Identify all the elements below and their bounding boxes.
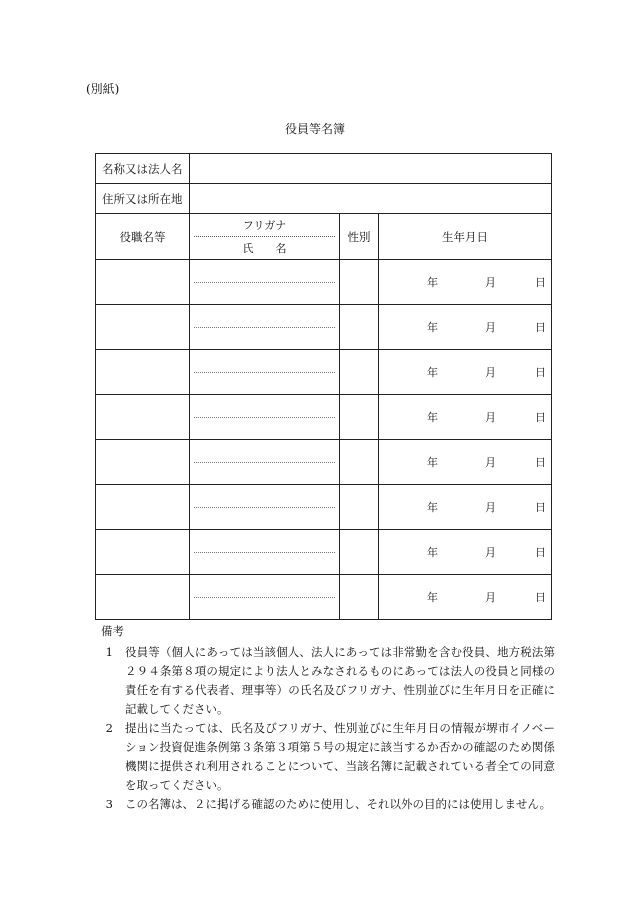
document-title: 役員等名簿	[284, 122, 345, 136]
note-number: 3	[105, 797, 113, 811]
birthdate-field[interactable]	[379, 395, 552, 440]
name-dotted-divider	[194, 327, 335, 328]
company-name-label: 名称又は法人名	[96, 154, 190, 184]
name-field[interactable]	[190, 305, 340, 350]
birthdate-field[interactable]	[379, 305, 552, 350]
gender-field[interactable]	[340, 485, 379, 530]
birthdate-field[interactable]	[379, 350, 552, 395]
position-field[interactable]	[96, 395, 190, 440]
day-mark: 日	[535, 591, 547, 604]
note-text: 役員等（個人にあっては当該個人、法人にあっては非常勤を含む役員、地方税法第２９４条第８項の規定により法人とみなされるものにあっては法人の役員と同様の責任を有する代表者、理事等）の氏名及びフリガナ、性別並びに生年月日を正確に記載してください。	[125, 645, 555, 716]
note-text: この名簿は、２に掲げる確認のために使用し、それ以外の目的には使用しません。	[125, 797, 552, 811]
day-mark: 日	[535, 321, 547, 334]
name-field[interactable]	[190, 440, 340, 485]
name-field[interactable]	[190, 485, 340, 530]
name-dotted-divider	[194, 552, 335, 553]
day-mark: 日	[535, 456, 547, 469]
note-item	[95, 795, 555, 814]
month-mark: 月	[485, 366, 497, 379]
year-mark: 年	[427, 411, 439, 424]
birthdate-field[interactable]	[379, 575, 552, 620]
gender-header: 性別	[340, 214, 379, 260]
name-field[interactable]	[190, 575, 340, 620]
company-name-row	[96, 154, 552, 184]
officer-row	[96, 350, 552, 395]
gender-field[interactable]	[340, 260, 379, 305]
position-field[interactable]	[96, 575, 190, 620]
month-mark: 月	[485, 411, 497, 424]
note-number: 1	[105, 645, 113, 659]
month-mark: 月	[485, 546, 497, 559]
name-dotted-divider	[194, 372, 335, 373]
year-mark: 年	[427, 501, 439, 514]
birthdate-field[interactable]	[379, 440, 552, 485]
name-field[interactable]	[190, 260, 340, 305]
birthdate-header: 生年月日	[379, 214, 552, 260]
year-mark: 年	[427, 456, 439, 469]
gender-field[interactable]	[340, 350, 379, 395]
gender-field[interactable]	[340, 305, 379, 350]
note-text: 提出に当たっては、氏名及びフリガナ、性別並びに生年月日の情報が堺市イノベーション投資促進条例第３条第３項第５号の規定に該当するか否かの確認のため関係機関に提供され利用されることについて、当該名簿に記載されている者全ての同意を取ってください。	[125, 721, 555, 792]
position-field[interactable]	[96, 440, 190, 485]
name-header	[190, 214, 340, 260]
position-field[interactable]	[96, 305, 190, 350]
year-mark: 年	[427, 366, 439, 379]
birthdate-field[interactable]	[379, 485, 552, 530]
name-dotted-divider	[194, 282, 335, 283]
month-mark: 月	[485, 456, 497, 469]
name-field[interactable]	[190, 530, 340, 575]
notes-title: 備考	[101, 624, 124, 638]
birthdate-field[interactable]	[379, 530, 552, 575]
month-mark: 月	[485, 321, 497, 334]
year-mark: 年	[427, 546, 439, 559]
gender-field[interactable]	[340, 575, 379, 620]
day-mark: 日	[535, 366, 547, 379]
year-mark: 年	[427, 321, 439, 334]
name-field[interactable]	[190, 350, 340, 395]
furigana-header: フリガナ	[242, 219, 287, 232]
month-mark: 月	[485, 276, 497, 289]
year-mark: 年	[427, 276, 439, 289]
officer-row	[96, 395, 552, 440]
month-mark: 月	[485, 591, 497, 604]
officer-row	[96, 485, 552, 530]
position-field[interactable]	[96, 485, 190, 530]
year-mark: 年	[427, 591, 439, 604]
company-name-field[interactable]	[190, 154, 552, 184]
officer-row	[96, 440, 552, 485]
position-field[interactable]	[96, 530, 190, 575]
gender-field[interactable]	[340, 440, 379, 485]
name-dotted-divider	[194, 462, 335, 463]
address-field[interactable]	[190, 184, 552, 214]
month-mark: 月	[485, 501, 497, 514]
day-mark: 日	[535, 276, 547, 289]
position-field[interactable]	[96, 350, 190, 395]
officer-row	[96, 305, 552, 350]
address-row	[96, 184, 552, 214]
officer-row	[96, 530, 552, 575]
name-field[interactable]	[190, 395, 340, 440]
note-item	[95, 719, 555, 795]
gender-field[interactable]	[340, 530, 379, 575]
gender-field[interactable]	[340, 395, 379, 440]
fullname-header: 氏 名	[242, 242, 287, 255]
birthdate-field[interactable]	[379, 260, 552, 305]
day-mark: 日	[535, 546, 547, 559]
name-dotted-divider	[194, 507, 335, 508]
note-number: 2	[105, 721, 113, 735]
officer-row	[96, 575, 552, 620]
officer-roster-table	[95, 153, 552, 620]
name-dotted-divider	[194, 597, 335, 598]
note-item	[95, 643, 555, 719]
column-header-row	[96, 214, 552, 260]
name-dotted-divider	[194, 417, 335, 418]
position-field[interactable]	[96, 260, 190, 305]
address-label: 住所又は所在地	[96, 184, 190, 214]
day-mark: 日	[535, 501, 547, 514]
officer-row	[96, 260, 552, 305]
position-header: 役職名等	[96, 214, 190, 260]
attachment-label: (別紙)	[86, 82, 120, 96]
notes-section	[95, 622, 555, 814]
day-mark: 日	[535, 411, 547, 424]
